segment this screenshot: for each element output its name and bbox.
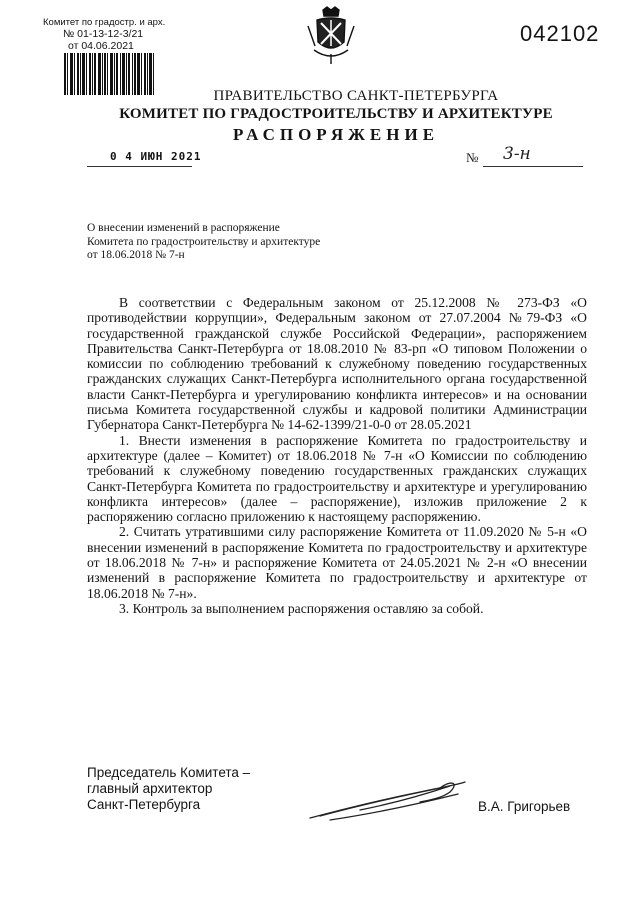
- government-title: ПРАВИТЕЛЬСТВО САНКТ-ПЕТЕРБУРГА: [213, 88, 499, 104]
- document-number: 042102: [520, 21, 600, 46]
- date-underline: [87, 166, 192, 167]
- position-line-3: Санкт-Петербурга: [87, 797, 201, 812]
- position-line-2: главный архитектор: [87, 781, 213, 796]
- handwritten-signature: [300, 770, 470, 830]
- item-1-paragraph: 1. Внести изменения в распоряжение Комитета по градостроительству и архитектуре (далее – Комитет) от 18.06.2018 № 7-н «О Комиссии по соблюдению требований к служебному поведению государственных гражданских служащих Санкт-Петербурга Комитета по градостроительству и архитектуре и урегулированию конфликта интересов» (далее – распоряжение), изложив приложение 2 к распоряжению согласно приложению к настоящему распоряжению.: [87, 432, 587, 525]
- registration-number: № 01-13-12-3/21: [63, 28, 144, 40]
- subject-line-2: Комитета по градостроительству и архитектуре: [87, 235, 321, 248]
- number-underline: [483, 166, 583, 167]
- signatory-position: [87, 765, 250, 813]
- registration-date: от 04.06.2021: [68, 40, 134, 52]
- position-line-1: Председатель Комитета –: [87, 765, 251, 780]
- document-type-title: РАСПОРЯЖЕНИЕ: [232, 125, 440, 144]
- subject-line-1: О внесении изменений в распоряжение: [87, 222, 280, 234]
- item-3-paragraph: 3. Контроль за выполнением распоряжения оставляю за собой.: [119, 600, 484, 616]
- subject-line-3: от 18.06.2018 № 7-н: [87, 249, 185, 261]
- number-label: №: [466, 150, 479, 165]
- committee-title: КОМИТЕТ ПО ГРАДОСТРОИТЕЛЬСТВУ И АРХИТЕКТУРЕ: [119, 106, 553, 122]
- registration-org: Комитет по градостр. и арх.: [43, 17, 166, 28]
- preamble-paragraph: В соответствии с Федеральным законом от 25.12.2008 № 273-ФЗ «О противодействии коррупции», Федеральным законом от 27.07.2004 №79-ФЗ «О государственной гражданской службе Российской Федерации», распоряжением Правительства Санкт-Петербурга от 18.08.2010 № 83-рп «О типовом Положении о комиссии по соблюдению требований к служебному поведению государственных гражданских служащих Санкт-Петербурга исполнительного органа государственной власти Санкт-Петербурга и урегулированию конфликта интересов» и на основании письма Комитета государственной службы и кадровой политики Администрации Губернатора Санкт-Петербурга № 14-62-1399/21-0-0 от 28.05.2021: [87, 295, 587, 433]
- item-2-paragraph: 2. Считать утратившими силу распоряжение Комитета от 11.09.2020 № 5-н «О внесении изменений в распоряжение Комитета по градостроительству и архитектуре от 18.06.2018 № 7-н» и распоряжение Комитета от 24.05.2021 № 2-н «О внесении изменений в распоряжение Комитета по градостроительству и архитектуре от 18.06.2018 № 7-н».: [87, 524, 587, 601]
- handwritten-number: 3-н: [503, 144, 531, 164]
- issue-date-stamp: 0 4 ИЮН 2021: [110, 150, 202, 163]
- subject-block: [87, 222, 407, 263]
- document-body: [87, 295, 587, 616]
- signatory-name: В.А. Григорьев: [478, 799, 571, 814]
- coat-of-arms-icon: [306, 6, 356, 66]
